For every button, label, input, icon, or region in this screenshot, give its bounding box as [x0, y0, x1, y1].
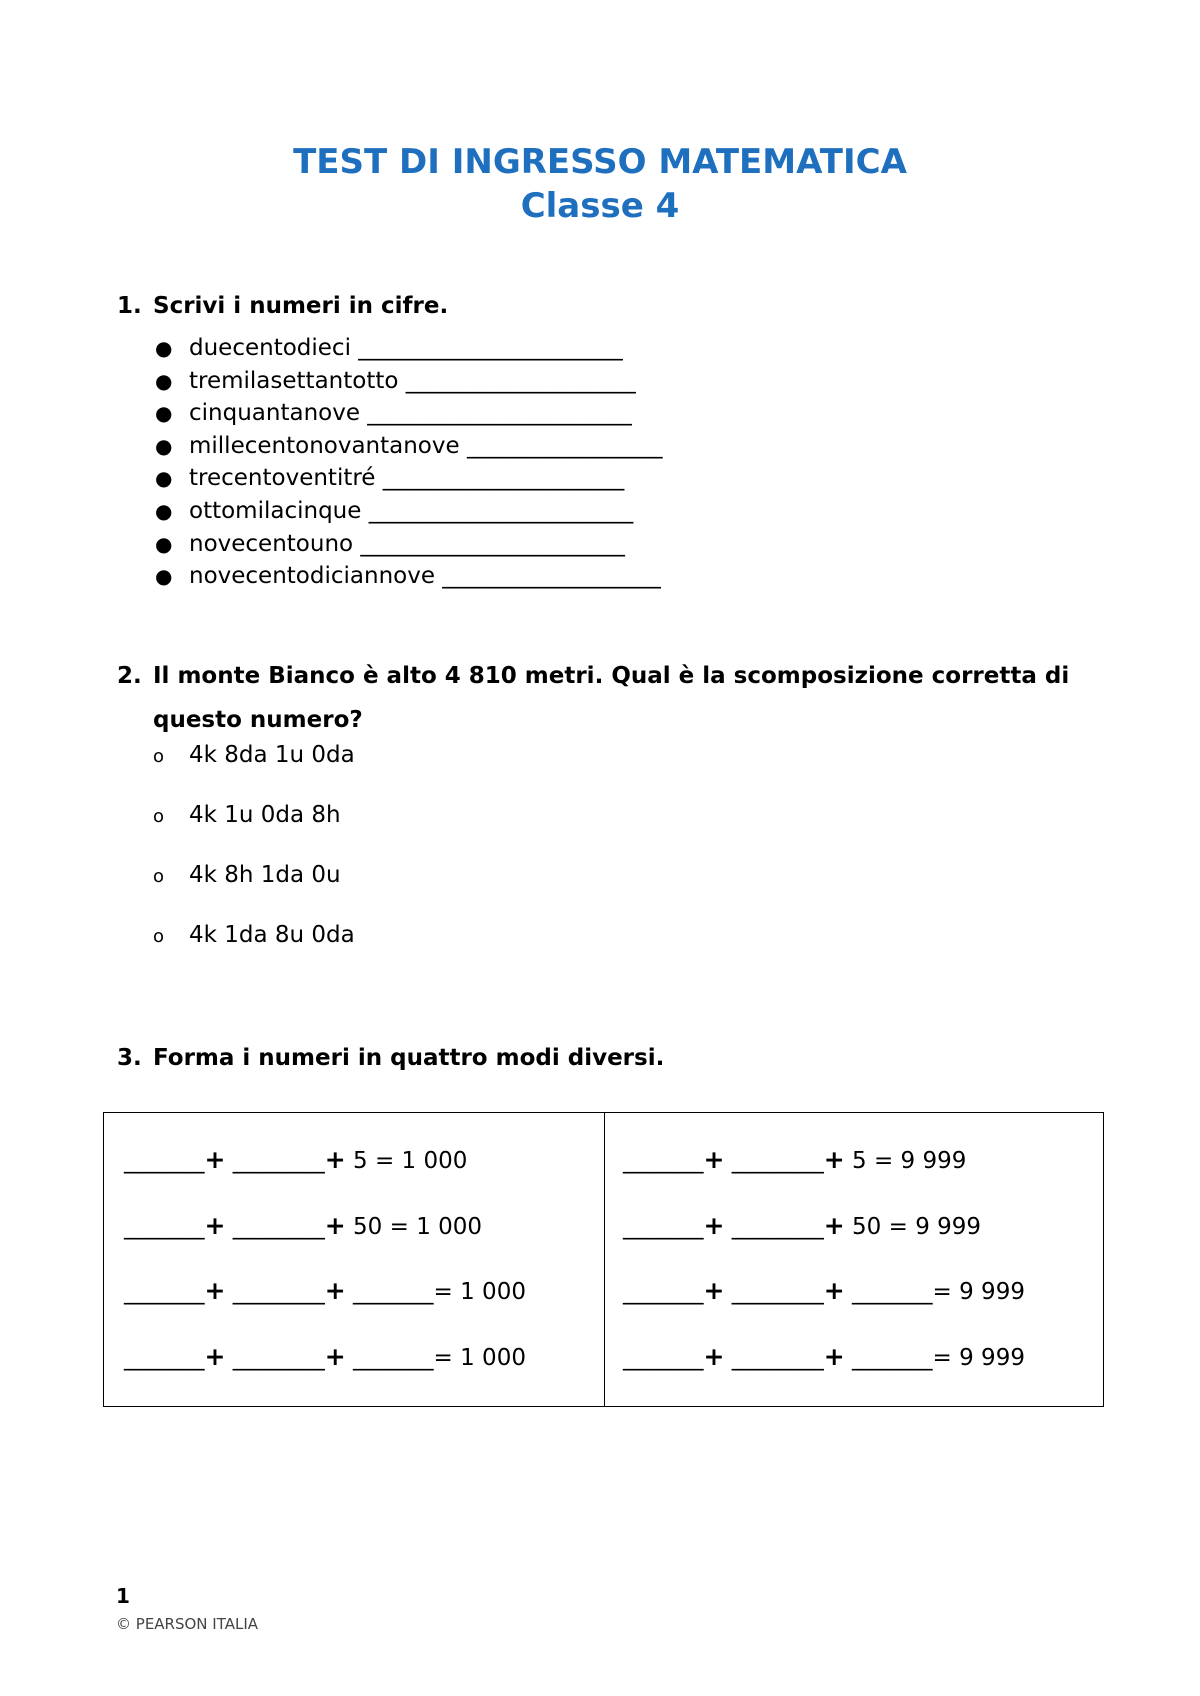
bullet-icon: ●: [155, 433, 173, 458]
question-2-options: [153, 738, 355, 978]
page-number: 1: [116, 1584, 130, 1608]
bullet-icon: ●: [155, 498, 173, 523]
question-2-number: 2.: [117, 663, 142, 689]
table-row[interactable]: _______+ ________+ _______= 9 999: [623, 1341, 1025, 1371]
bullet-icon: ●: [155, 564, 173, 589]
table-cell-left: [104, 1113, 605, 1406]
bullet-icon: ●: [155, 336, 173, 360]
table-row[interactable]: _______+ ________+ 50 = 1 000: [124, 1210, 483, 1240]
question-3-text: Forma i numeri in quattro modi diversi.: [153, 1045, 665, 1071]
question-1: [117, 284, 1113, 328]
option-item[interactable]: o 4k 1u 0da 8h: [153, 798, 355, 858]
page-subtitle: Classe 4: [520, 186, 680, 226]
option-item[interactable]: o 4k 1da 8u 0da: [153, 918, 355, 978]
table-row[interactable]: _______+ ________+ 5 = 1 000: [124, 1145, 468, 1174]
list-item[interactable]: ● duecentodieci _______________________: [155, 332, 662, 365]
table-row[interactable]: _______+ ________+ _______= 9 999: [623, 1276, 1025, 1305]
radio-circle-icon[interactable]: o: [153, 926, 165, 947]
table-row[interactable]: _______+ ________+ 5 = 9 999: [623, 1145, 967, 1174]
list-item[interactable]: ● millecentonovantanove _________________: [155, 430, 662, 463]
list-item[interactable]: ● cinquantanove _______________________: [155, 397, 662, 430]
question-2-text: Il monte Bianco è alto 4 810 metri. Qual è la scomposizione corretta di questo numero?: [153, 663, 1070, 733]
page-title: TEST DI INGRESSO MATEMATICA: [293, 142, 907, 182]
bullet-icon: ●: [155, 531, 173, 556]
question-3-number: 3.: [117, 1045, 142, 1071]
table-row[interactable]: _______+ ________+ _______= 1 000: [124, 1276, 526, 1305]
list-item[interactable]: ● ottomilacinque _______________________: [155, 495, 662, 528]
option-item[interactable]: o 4k 8da 1u 0da: [153, 738, 355, 798]
table-row[interactable]: _______+ ________+ _______= 1 000: [124, 1341, 526, 1371]
question-1-number: 1.: [117, 293, 142, 319]
radio-circle-icon[interactable]: o: [153, 746, 165, 767]
copyright-notice: © PEARSON ITALIA: [116, 1615, 259, 1633]
option-item[interactable]: o 4k 8h 1da 0u: [153, 858, 355, 918]
bullet-icon: ●: [155, 368, 173, 393]
list-item[interactable]: ● novecentodiciannove ___________________: [155, 560, 662, 593]
radio-circle-icon[interactable]: o: [153, 866, 165, 887]
list-item[interactable]: ● tremilasettantotto ____________________: [155, 365, 662, 398]
bullet-icon: ●: [155, 401, 173, 426]
list-item[interactable]: ● novecentouno _______________________: [155, 528, 662, 561]
question-3: [117, 1036, 1113, 1080]
exercise-table: [103, 1112, 1104, 1407]
table-row[interactable]: _______+ ________+ 50 = 9 999: [623, 1210, 982, 1240]
table-cell-right: [605, 1113, 1103, 1406]
bullet-icon: ●: [155, 466, 173, 491]
question-1-text: Scrivi i numeri in cifre.: [153, 293, 449, 319]
question-1-list: [155, 332, 662, 593]
radio-circle-icon[interactable]: o: [153, 806, 165, 827]
list-item[interactable]: ● trecentoventitré _____________________: [155, 462, 662, 495]
question-2: [117, 654, 1113, 742]
